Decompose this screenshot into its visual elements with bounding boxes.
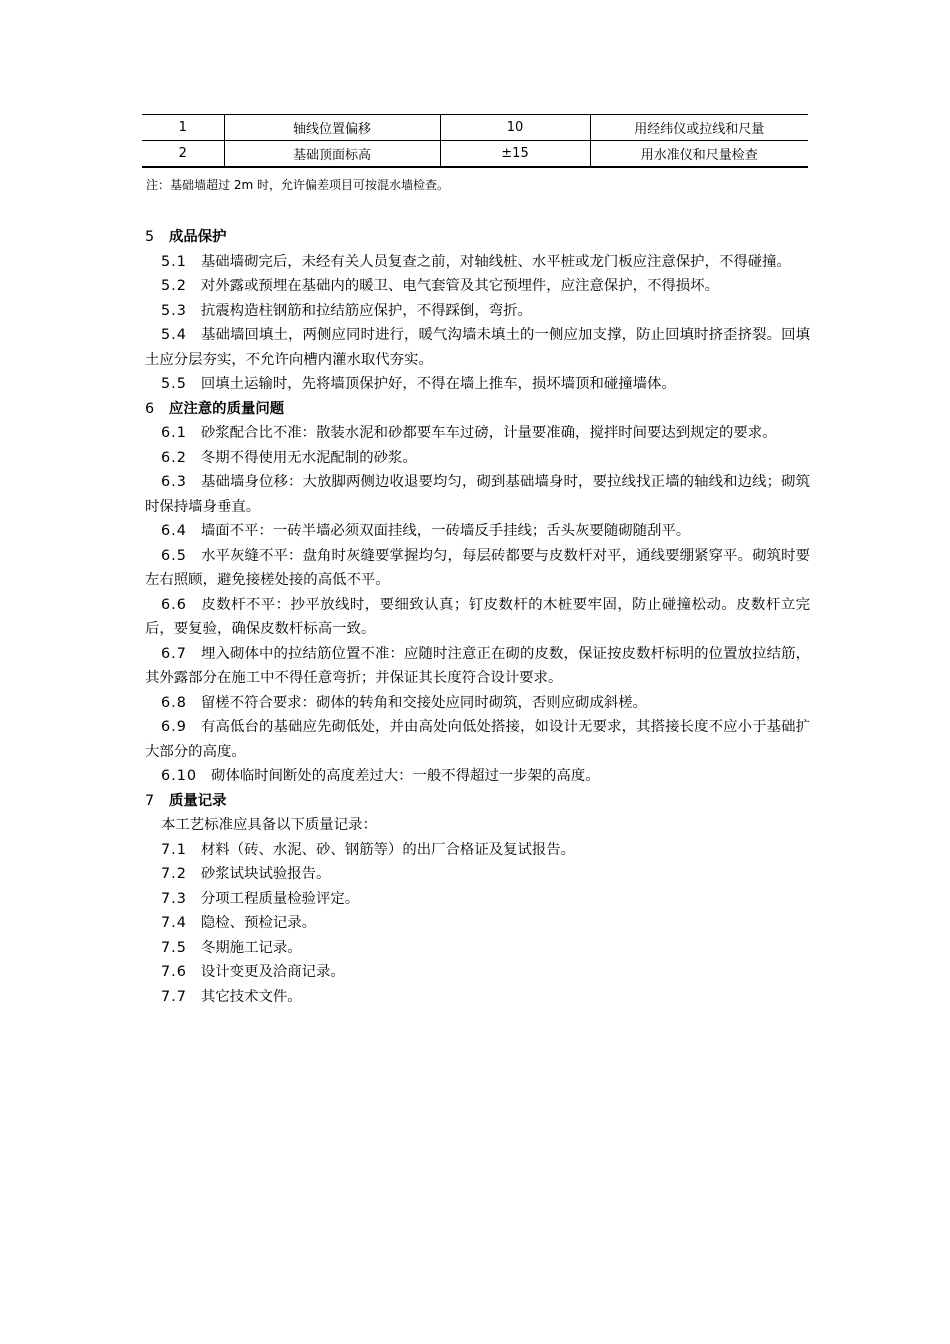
list-item: 6.10 砌体临时间断处的高度差过大：一般不得超过一步架的高度。 (161, 768, 600, 784)
section-intro: 本工艺标准应具备以下质量记录： (161, 817, 377, 833)
table-row (142, 115, 808, 141)
check-method: 用水准仪和尺量检查 (590, 141, 808, 168)
row-number: 2 (142, 141, 224, 168)
list-item: 5.5 回填土运输时，先将墙顶保护好，不得在墙上推车，损坏墙顶和碰撞墙体。 (161, 376, 676, 392)
check-item: 基础顶面标高 (224, 141, 440, 168)
list-item: 6.4 墙面不平：一砖半墙必须双面挂线，一砖墙反手挂线；舌头灰要随砌随刮平。 (161, 523, 691, 539)
list-item: 7.5 冬期施工记录。 (161, 939, 302, 956)
section-heading: 6 应注意的质量问题 (145, 400, 285, 417)
list-item: 7.2 砂浆试块试验报告。 (161, 866, 331, 882)
list-item: 7.4 隐检、预检记录。 (161, 915, 317, 931)
list-item: 7.3 分项工程质量检验评定。 (161, 890, 360, 907)
list-item: 6.8 留槎不符合要求：砌体的转角和交接处应同时砌筑，否则应砌成斜槎。 (161, 694, 648, 711)
list-item: 5.4 基础墙回填土，两侧应同时进行，暖气沟墙未填土的一侧应加支撑，防止回填时挤歪挤裂。回填土应分层夯实，不允许向槽内灌水取代夯实。 (145, 327, 810, 368)
check-method: 用经纬仪或拉线和尺量 (590, 115, 808, 141)
table-note: 注：基础墙超过 2m 时，允许偏差项目可按混水墙检查。 (146, 178, 449, 192)
check-item: 轴线位置偏移 (224, 115, 440, 141)
list-item: 5.2 对外露或预埋在基础内的暖卫、电气套管及其它预埋件，应注意保护，不得损坏。 (161, 278, 719, 294)
list-item: 6.5 水平灰缝不平：盘角时灰缝要掌握均匀，每层砖都要与皮数杆对平，通线要绷紧穿平。砌筑时要左右照顾，避免接槎处接的高低不平。 (145, 547, 810, 588)
table-row (142, 141, 808, 168)
list-item: 6.1 砂浆配合比不准：散装水泥和砂都要车车过磅，计量要准确，搅拌时间要达到规定的要求。 (161, 425, 777, 441)
list-item: 6.7 埋入砌体中的拉结筋位置不准：应随时注意正在砌的皮数，保证按皮数杆标明的位置放拉结筋，其外露部分在施工中不得任意弯折；并保证其长度符合设计要求。 (145, 645, 810, 686)
tolerance-table (142, 114, 808, 168)
list-item: 6.2 冬期不得使用无水泥配制的砂浆。 (161, 449, 417, 466)
section-heading: 5 成品保护 (145, 229, 227, 245)
row-number: 1 (142, 115, 224, 141)
tolerance-value: 10 (440, 115, 590, 141)
list-item: 5.1 基础墙砌完后，未经有关人员复查之前，对轴线桩、水平桩或龙门板应注意保护，不得碰撞。 (161, 253, 791, 270)
section-heading: 7 质量记录 (145, 792, 227, 809)
list-item: 7.7 其它技术文件。 (161, 988, 302, 1005)
list-item: 7.6 设计变更及洽商记录。 (161, 964, 345, 980)
list-item: 6.3 基础墙身位移：大放脚两侧边收退要均匀，砌到基础墙身时，要拉线找正墙的轴线和边线；砌筑时保持墙身垂直。 (145, 474, 810, 515)
list-item: 7.1 材料（砖、水泥、砂、钢筋等）的出厂合格证及复试报告。 (161, 841, 576, 858)
list-item: 6.9 有高低台的基础应先砌低处，并由高处向低处搭接，如设计无要求，其搭接长度不应小于基础扩大部分的高度。 (145, 719, 810, 760)
list-item: 5.3 抗震构造柱钢筋和拉结筋应保护，不得踩倒，弯折。 (161, 302, 532, 319)
tolerance-value: ±15 (440, 141, 590, 168)
document-body (145, 225, 810, 1009)
list-item: 6.6 皮数杆不平：抄平放线时，要细致认真；钉皮数杆的木桩要牢固，防止碰撞松动。皮数杆立完后，要复验，确保皮数杆标高一致。 (145, 596, 810, 637)
